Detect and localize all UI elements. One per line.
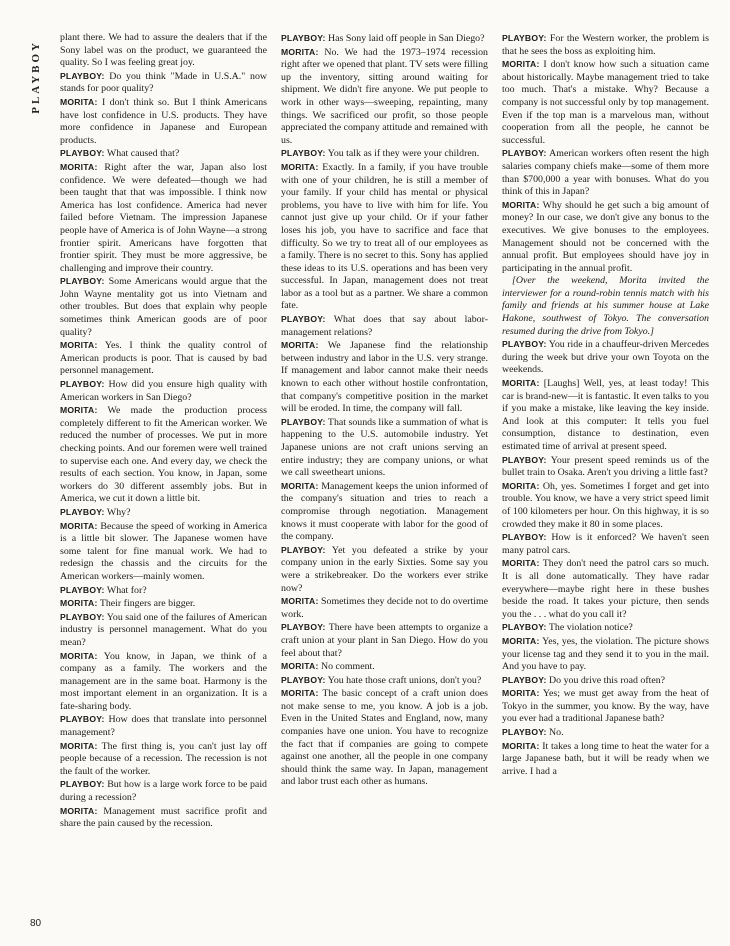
- speaker-label: MORITA:: [60, 520, 98, 531]
- paragraph-text: You know, in Japan, we think of a company as a family. The workers and the management are in the same boat. Harmony is the most important element in an organization. It is a fate-sharing body.: [60, 650, 267, 712]
- speaker-label: PLAYBOY:: [502, 674, 547, 685]
- paragraph-text: Sometimes they decide not to do overtime work.: [281, 596, 488, 620]
- interview-paragraph: [502, 275, 709, 338]
- interview-paragraph: [60, 378, 267, 404]
- speaker-label: PLAYBOY:: [281, 622, 326, 633]
- paragraph-text: Yes; we must get away from the heat of Tokyo in the summer, you know. By the way, have you ever had a traditional Japanese bath?: [502, 688, 709, 725]
- speaker-label: PLAYBOY:: [60, 714, 105, 725]
- column-2: [281, 32, 488, 922]
- speaker-label: MORITA:: [60, 740, 98, 751]
- interview-paragraph: [502, 557, 709, 621]
- paragraph-text: You ride in a chauffeur-driven Mercedes during the week but drive your own Toyota on the weekends.: [502, 339, 709, 376]
- paragraph-text: No. We had the 1973–1974 recession right after we opened that plant. TV sets were filling up the inventory, sitting around waiting for shipment. We didn't fire anyone. We put people to work in other ways—sweeping, repainting, many things. We sacrificed our profit, so those people appreciated the company attitude and remained with us.: [281, 46, 488, 146]
- interview-paragraph: [281, 46, 488, 148]
- interview-paragraph: [60, 161, 267, 275]
- speaker-label: PLAYBOY:: [502, 727, 547, 738]
- paragraph-text: The violation notice?: [548, 622, 633, 634]
- speaker-label: MORITA:: [60, 650, 98, 661]
- interview-paragraph: [281, 621, 488, 660]
- interview-paragraph: [60, 584, 267, 598]
- paragraph-text: plant there. We had to assure the dealers that if the Sony label was on the product, we guaranteed the quality. So I was feeling great joy.: [60, 32, 267, 69]
- speaker-label: PLAYBOY:: [502, 339, 547, 350]
- interview-paragraph: [60, 404, 267, 506]
- paragraph-text: American workers often resent the high salaries company chiefs make—some of them more than $700,000 a year with bonuses. What do you think of this in Japan?: [502, 148, 709, 198]
- interview-paragraph: [281, 687, 488, 789]
- speaker-label: PLAYBOY:: [281, 314, 326, 325]
- speaker-label: MORITA:: [502, 480, 540, 491]
- speaker-label: MORITA:: [281, 688, 319, 699]
- speaker-label: MORITA:: [60, 161, 98, 172]
- paragraph-text: How does that translate into personnel management?: [60, 714, 267, 739]
- interview-paragraph: [502, 454, 709, 480]
- interview-paragraph: [60, 506, 267, 520]
- speaker-label: MORITA:: [502, 740, 540, 751]
- paragraph-text: [Laughs] Well, yes, at least today! This car is brand-new—it is fantastic. It even talks to you if you make a mistake, like leaving the key inside. And look at this computer: It tells you fuel consumption, distance to destination, even estimated time of arrival at present speed.: [502, 378, 709, 452]
- paragraph-text: That sounds like a summation of what is happening to the U.S. automobile industry. Yet Japanese unions are not craft unions serving an entire industry; they are company unions, or what we call sweetheart unions.: [281, 416, 488, 479]
- paragraph-text: Do you drive this road often?: [549, 674, 666, 686]
- speaker-label: PLAYBOY:: [281, 544, 326, 555]
- interview-paragraph: [502, 147, 709, 198]
- interview-paragraph: [281, 32, 488, 46]
- interview-paragraph: [502, 621, 709, 635]
- speaker-label: MORITA:: [281, 46, 319, 57]
- paragraph-text: Yes. I think the quality control of American products is poor. That is caused by bad personnel management.: [60, 340, 267, 377]
- paragraph-text: Why?: [106, 506, 131, 518]
- interview-paragraph: [60, 70, 267, 96]
- interview-paragraph: [60, 96, 267, 147]
- paragraph-text: Right after the war, Japan also lost confidence. We were defeated—though we had been taught that that was impossible. I think now America has lost confidence. America had never failed before Vietnam. The impression Japanese people have of America is of John Wayne—a strong frontier spirit. Americans have forgotten that frontier spirit. They must be more aggressive, be challenging and improve their country.: [60, 161, 267, 274]
- column-1: [60, 32, 267, 922]
- paragraph-text: There have been attempts to organize a craft union at your plant in San Diego. How do you feel about that?: [281, 622, 488, 659]
- speaker-label: MORITA:: [60, 405, 98, 416]
- paragraph-text: The first thing is, you can't just lay off people because of a recession. The recession is not the fault of the worker.: [60, 740, 267, 777]
- speaker-label: MORITA:: [502, 558, 540, 569]
- interview-paragraph: [502, 687, 709, 726]
- paragraph-text: We made the production process completely different to fit the American worker. We reduced the number of processes. We put in more checking points. And our foremen were well trained to supervise each one. And every day, we check the results of each section. You know, in Japan, some workers do 30 different assembly jobs. But in America, we cut it down a little bit.: [60, 405, 267, 505]
- speaker-label: PLAYBOY:: [502, 33, 547, 43]
- interview-paragraph: [281, 674, 488, 688]
- paragraph-text: Oh, yes. Sometimes I forget and get into trouble. You know, we have a very strict speed limit of 100 kilometers per hour. On this highway, it is so crowded they make it 80 in some places.: [502, 480, 709, 530]
- paragraph-text: What does that say about labor-management relations?: [281, 314, 488, 338]
- column-3: [502, 32, 709, 922]
- speaker-label: PLAYBOY:: [281, 674, 326, 685]
- paragraph-text: But how is a large work force to be paid during a recession?: [60, 779, 267, 804]
- paragraph-text: How is it enforced? We haven't seen many patrol cars.: [502, 532, 709, 556]
- speaker-label: PLAYBOY:: [60, 779, 105, 790]
- interview-paragraph: [281, 313, 488, 339]
- paragraph-text: We Japanese find the relationship between industry and labor in the U.S. very strange. If management and labor cannot make their needs known to each other without hostile confrontation, that company's competitive position in the market will be eroded. In time, the company will fall.: [281, 340, 488, 415]
- speaker-label: PLAYBOY:: [60, 584, 105, 595]
- interview-paragraph: [281, 660, 488, 674]
- speaker-label: PLAYBOY:: [502, 454, 547, 465]
- paragraph-text: Your present speed reminds us of the bullet train to Osaka. Aren't you driving a little fast?: [502, 454, 709, 479]
- paragraph-text: How did you ensure high quality with American workers in San Diego?: [60, 379, 267, 403]
- speaker-label: PLAYBOY:: [502, 622, 547, 633]
- paragraph-text: I don't think so. But I think Americans have lost confidence in U.S. products. They have more confidence in Japanese and European products.: [60, 96, 267, 146]
- paragraph-text: No.: [549, 727, 564, 739]
- paragraph-text: Yet you defeated a strike by your company union in the early Sixties. Some say you were a strikebreaker. Do the workers ever strike now?: [281, 544, 488, 594]
- interview-paragraph: [281, 161, 488, 313]
- paragraph-text: Yes, yes, the violation. The picture shows your license tag and they send it to you in the mail. And you have to pay.: [502, 635, 709, 673]
- magazine-name: PLAYBOY: [30, 40, 42, 114]
- interview-paragraph: [502, 377, 709, 454]
- paragraph-text: I don't know how such a situation came about historically. Maybe management tried to take too much. That's a mistake. Why? Because a company is not successful only by top management. Even if the top man is a marvelous man, without cooperation from all the people, he cannot be successful.: [502, 59, 709, 146]
- interview-paragraph: [281, 544, 488, 595]
- speaker-label: PLAYBOY:: [60, 70, 105, 81]
- interview-paragraph: [502, 635, 709, 674]
- interview-paragraph: [60, 740, 267, 779]
- speaker-label: MORITA:: [502, 199, 540, 210]
- interview-paragraph: [502, 58, 709, 147]
- speaker-label: PLAYBOY:: [281, 33, 326, 43]
- interview-paragraph: [502, 199, 709, 276]
- interview-paragraph: [60, 713, 267, 739]
- paragraph-text: Has Sony laid off people in San Diego?: [328, 33, 485, 44]
- interview-paragraph: [281, 595, 488, 621]
- interview-paragraph: [502, 480, 709, 531]
- interview-paragraph: [502, 740, 709, 779]
- interview-paragraph: [502, 338, 709, 377]
- speaker-label: PLAYBOY:: [60, 506, 105, 517]
- speaker-label: MORITA:: [281, 596, 319, 607]
- interview-paragraph: [502, 726, 709, 740]
- paragraph-text: [Over the weekend, Morita invited the interviewer for a round-robin tennis match with his family and friends at his summer house at Lake Hakone, southwest of Tokyo. The conversation resumed during the drive from Tokyo.]: [502, 275, 709, 337]
- speaker-label: PLAYBOY:: [502, 148, 547, 159]
- paragraph-text: It takes a long time to heat the water for a large Japanese bath, but it will be ready when we arrive. I had a: [502, 740, 709, 777]
- article-body: [60, 32, 710, 922]
- speaker-label: PLAYBOY:: [60, 276, 105, 287]
- paragraph-text: You said one of the failures of American industry is personnel management. What do you mean?: [60, 611, 267, 648]
- interview-paragraph: [281, 147, 488, 161]
- speaker-label: MORITA:: [281, 480, 319, 491]
- paragraph-text: What caused that?: [106, 148, 180, 160]
- paragraph-text: Management must sacrifice profit and share the pain caused by the recession.: [60, 805, 267, 830]
- speaker-label: PLAYBOY:: [60, 379, 105, 390]
- paragraph-text: For the Western worker, the problem is that he sees the boss as exploiting him.: [502, 33, 709, 57]
- paragraph-text: No comment.: [321, 661, 375, 673]
- interview-paragraph: [60, 147, 267, 161]
- speaker-label: MORITA:: [281, 661, 319, 672]
- speaker-label: MORITA:: [502, 59, 540, 70]
- speaker-label: MORITA:: [60, 340, 98, 351]
- speaker-label: PLAYBOY:: [502, 532, 547, 543]
- interview-paragraph: [502, 531, 709, 557]
- page-number: 80: [30, 918, 42, 929]
- interview-paragraph: [60, 805, 267, 831]
- speaker-label: MORITA:: [502, 688, 540, 699]
- speaker-label: MORITA:: [60, 96, 98, 107]
- paragraph-text: Exactly. In a family, if you have trouble with one of your children, he is still a member of your family. If your child has mental or physical problems, you have to live with him for life. You cannot just give up your child. Or if your father loses his job, you have to sacrifice and face that difficulty. So we try to treat all of our employees as a family. There is no secret to this. Sony has applied these ideas to its U.S. operations and has been very successful. In Japan, management does not treat labor as a tool but as a partner. We share a common fate.: [281, 161, 488, 312]
- speaker-label: MORITA:: [281, 161, 319, 172]
- speaker-label: MORITA:: [502, 635, 540, 646]
- interview-paragraph: [60, 275, 267, 339]
- interview-paragraph: [60, 778, 267, 804]
- speaker-label: MORITA:: [502, 378, 540, 389]
- paragraph-text: You hate those craft unions, don't you?: [327, 674, 482, 686]
- interview-paragraph: [281, 339, 488, 416]
- interview-paragraph: [60, 611, 267, 650]
- interview-paragraph: [60, 520, 267, 584]
- interview-paragraph: [60, 650, 267, 714]
- interview-paragraph: [502, 32, 709, 58]
- paragraph-text: Their fingers are bigger.: [99, 598, 196, 610]
- interview-paragraph: [281, 480, 488, 544]
- paragraph-text: Because the speed of working in America is a little bit slower. The Japanese women have some talent for fine manual work. We had to redesign the chassis and the circuits for the American workers—mainly women.: [60, 520, 267, 582]
- interview-paragraph: [60, 32, 267, 70]
- paragraph-text: Do you think "Made in U.S.A." now stands for poor quality?: [60, 70, 267, 95]
- paragraph-text: You talk as if they were your children.: [327, 148, 480, 160]
- interview-paragraph: [60, 597, 267, 611]
- interview-paragraph: [60, 339, 267, 378]
- paragraph-text: Some Americans would argue that the John Wayne mentality got us into Vietnam and other troubles. But does that explain why people sometimes think American goods are of poor quality?: [60, 276, 267, 338]
- paragraph-text: The basic concept of a craft union does not make sense to me, you know. A job is a job. Even in the United States and England, now, many companies have one union. You have to recognize the fact that if companies are going to compete against one another, all the people in one company should think the same way. In Japan, management and labor trust each other as humans.: [281, 688, 488, 788]
- speaker-label: PLAYBOY:: [60, 611, 105, 622]
- speaker-label: MORITA:: [60, 805, 98, 816]
- speaker-label: PLAYBOY:: [60, 148, 105, 159]
- paragraph-text: Why should he get such a big amount of money? In our case, we don't give any bonus to the executives. We give bonuses to the employees. Management should not be concerned with the annual profit. But employees should have joy in participating in the annual profit.: [502, 199, 709, 274]
- paragraph-text: What for?: [106, 584, 147, 596]
- speaker-label: PLAYBOY:: [281, 148, 326, 159]
- interview-paragraph: [281, 416, 488, 480]
- paragraph-text: They don't need the patrol cars so much. It is all done automatically. They have radar everywhere—maybe right here in these bushes beside the road. It takes your picture, then sends you the . . . what do you call it?: [502, 558, 709, 620]
- speaker-label: MORITA:: [60, 598, 98, 609]
- speaker-label: PLAYBOY:: [281, 416, 326, 427]
- interview-paragraph: [502, 674, 709, 688]
- speaker-label: MORITA:: [281, 340, 319, 351]
- paragraph-text: Management keeps the union informed of the company's situation and tries to reach a compromise through negotiation. Management knows it must cooperate with labor for the good of the company.: [281, 480, 488, 543]
